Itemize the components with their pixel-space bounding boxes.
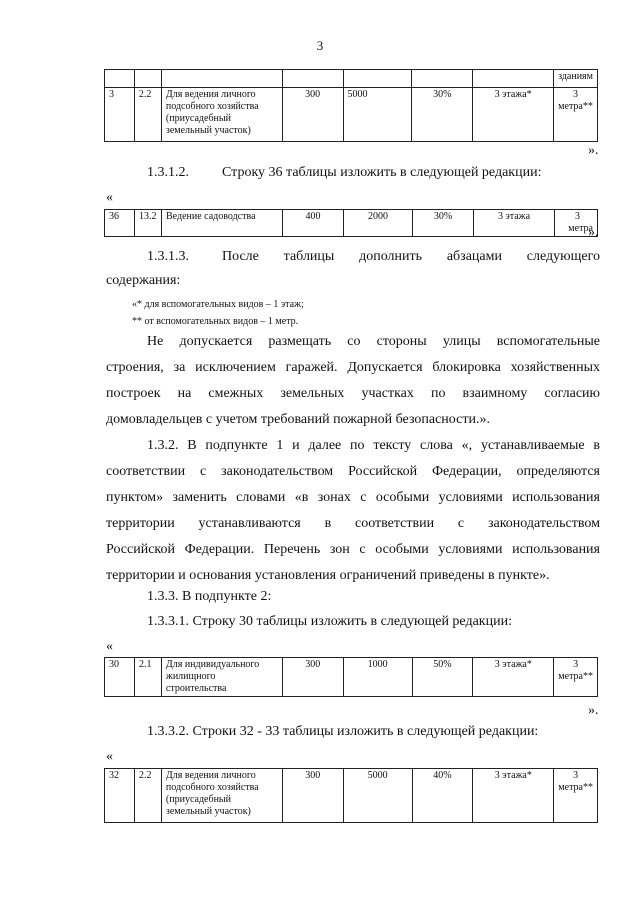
table-cell: 32 [105,769,135,823]
body-line: 1.3.2. В подпункте 1 и далее по тексту слова «, устанавливаемые в [147,438,600,453]
body-line: строения, за исключением гаражей. Допускается блокировка хозяйственных [106,360,600,375]
table-cell: 5000 [343,769,412,823]
paragraph-number: 1.3.1.2. [147,165,189,180]
table-cell: 13.2 [135,210,162,237]
table-cell: 400 [283,210,344,237]
table-cell: 3 этажа* [473,88,554,142]
table-cell: 3 этажа* [473,658,554,697]
table-cell: 50% [412,658,473,697]
table-row-30 [104,657,598,697]
table-cell: Ведение садоводства [162,210,283,237]
body-line: территории и основания установления ограничений приведены в пункте». [106,568,550,583]
word: дополнить [359,249,423,264]
table-cell: 3 метра** [554,658,598,697]
table-cell: 40% [412,769,473,823]
table-cell: 3 этажа [474,210,555,237]
paragraph-number: 1.3.1.3. [147,249,189,264]
note-line: «* для вспомогательных видов – 1 этаж; [132,299,304,310]
table-cell: 30% [413,210,474,237]
table-row-32 [104,768,598,823]
table-cell: 2.2 [134,769,161,823]
paragraph-text: содержания: [106,273,181,288]
closing-quote: ». [588,225,599,240]
table-cell [161,70,282,88]
cell-value: 3 [575,211,580,222]
body-line: домовладельцев с учетом требований пожарной безопасности.». [106,412,490,427]
paragraph-heading: 1.3.3.2. Строки 32 - 33 таблицы изложить в следующей редакции: [147,724,539,739]
table-row [105,769,598,823]
table-row-36 [104,209,598,237]
table-cell: 2000 [344,210,413,237]
paragraph-text [222,244,600,270]
table-cell: зданиям [554,70,598,88]
table-cell: 3 [105,88,135,142]
body-line: территории устанавливаются в соответствии с законодательством [106,516,600,531]
note-line: ** от вспомогательных видов – 1 метр. [132,316,299,327]
closing-quote: ». [588,143,599,158]
table-cell: Для индивидуального жилищного строительства [161,658,282,697]
table-cell: 30% [412,88,473,142]
cell-unit: метра [568,223,593,234]
table-cell [412,70,473,88]
word: следующего [526,249,600,264]
opening-quote: « [106,190,113,205]
table-continuation [104,69,598,142]
body-line: построек на смежных земельных участках по взаимному согласию [106,386,600,401]
table-row [105,88,598,142]
table-row [105,70,598,88]
table-cell: 2.2 [134,88,161,142]
table-cell: Для ведения личного подсобного хозяйства (приусадебный земельный участок) [161,769,282,823]
table-cell: 3 метра** [554,769,598,823]
body-line: Не допускается размещать со стороны улицы вспомогательные [147,334,600,349]
paragraph-heading: 1.3.3. В подпункте 2: [147,589,272,604]
table-cell: 300 [282,658,343,697]
table-cell: 300 [282,769,343,823]
table-cell [473,70,554,88]
closing-quote: ». [588,703,599,718]
table-cell: 3 метра** [554,88,598,142]
table-cell: 1000 [343,658,412,697]
table-cell: 3 этажа* [473,769,554,823]
opening-quote: « [106,639,113,654]
table-cell [134,70,161,88]
table-row [105,658,598,697]
word: абзацами [446,249,502,264]
word: После [222,249,259,264]
paragraph-text: Строку 36 таблицы изложить в следующей редакции: [222,165,542,180]
table-cell [105,70,135,88]
page-number: 3 [316,38,324,53]
table-cell: 30 [105,658,135,697]
body-line: соответствии с законодательством Российской Федерации, определяются [106,464,600,479]
opening-quote: « [106,749,113,764]
table-cell: Для ведения личного подсобного хозяйства (приусадебный земельный участок) [161,88,282,142]
table-cell [343,70,412,88]
table-cell: 36 [105,210,135,237]
body-line: Российской Федерации. Перечень зон с особыми условиями использования [106,542,600,557]
table-cell [282,70,343,88]
table-cell: 5000 [343,88,412,142]
table-row [105,210,598,237]
body-line: пунктом» заменить словами «в зонах с особыми условиями использования [106,490,600,505]
paragraph-heading: 1.3.3.1. Строку 30 таблицы изложить в следующей редакции: [147,614,512,629]
table-cell: 300 [282,88,343,142]
table-cell: 2.1 [134,658,161,697]
word: таблицы [283,249,335,264]
